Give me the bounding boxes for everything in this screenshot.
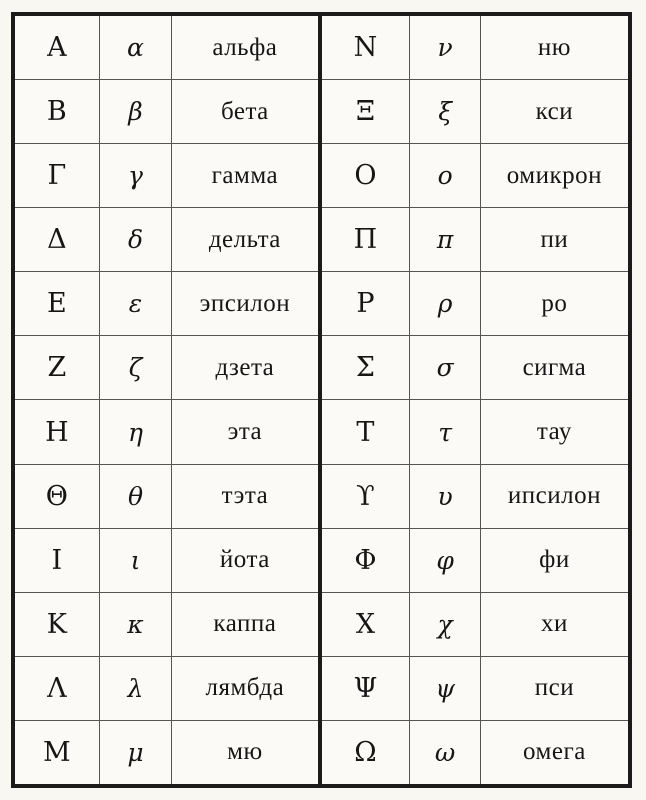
lowercase-letter: ω — [410, 721, 480, 784]
table-row — [322, 208, 629, 272]
table-row — [322, 16, 629, 80]
table-row — [322, 80, 629, 144]
uppercase-letter: Ψ — [322, 657, 411, 720]
lowercase-letter: ε — [100, 272, 173, 335]
table-column-left — [15, 16, 322, 784]
table-row — [322, 529, 629, 593]
uppercase-letter: Κ — [15, 593, 100, 656]
uppercase-letter: Τ — [322, 400, 411, 463]
letter-name: ро — [541, 289, 568, 317]
uppercase-letter: Φ — [322, 529, 411, 592]
table-row — [15, 657, 318, 721]
lowercase-letter: η — [100, 400, 173, 463]
uppercase-letter: Α — [15, 16, 100, 79]
lowercase-letter: ν — [410, 16, 480, 79]
uppercase-letter: Μ — [15, 721, 100, 784]
lowercase-letter: α — [100, 16, 173, 79]
uppercase-letter: Ζ — [15, 336, 100, 399]
letter-name: мю — [227, 738, 263, 766]
table-row — [322, 336, 629, 400]
lowercase-letter: υ — [410, 465, 480, 528]
uppercase-letter: Γ — [15, 144, 100, 207]
lowercase-letter: ι — [100, 529, 173, 592]
letter-name: эта — [227, 418, 263, 445]
lowercase-letter: ψ — [410, 657, 480, 720]
uppercase-letter: Σ — [322, 336, 411, 399]
uppercase-letter: Ω — [322, 721, 411, 784]
table-row — [15, 721, 318, 784]
table-row — [15, 400, 318, 464]
lowercase-letter: λ — [100, 657, 173, 720]
letter-name: ню — [537, 33, 571, 61]
letter-name: тэта — [221, 482, 269, 510]
table-row — [15, 16, 318, 80]
letter-name: омега — [523, 738, 586, 766]
lowercase-letter: γ — [100, 144, 173, 207]
letter-name: лямбда — [205, 674, 285, 702]
uppercase-letter: Π — [322, 208, 411, 271]
uppercase-letter: ϒ — [322, 465, 411, 528]
lowercase-letter: δ — [100, 208, 173, 271]
uppercase-letter: Λ — [15, 657, 100, 720]
table-row — [322, 144, 629, 208]
uppercase-letter: Ξ — [322, 80, 411, 143]
lowercase-letter: σ — [410, 336, 480, 399]
uppercase-letter: Ι — [15, 529, 100, 592]
letter-name: альфа — [212, 33, 278, 61]
letter-name: сигма — [522, 353, 587, 381]
letter-name: фи — [539, 546, 570, 574]
lowercase-letter: ρ — [410, 272, 480, 335]
letter-name: каппа — [213, 610, 277, 638]
letter-name: ипсилон — [507, 482, 601, 510]
lowercase-letter: τ — [410, 400, 480, 463]
table-row — [322, 272, 629, 336]
table-row — [15, 529, 318, 593]
letter-name: дзета — [215, 353, 275, 381]
table-row — [15, 593, 318, 657]
letter-name: гамма — [211, 161, 279, 189]
lowercase-letter: θ — [100, 465, 173, 528]
table-row — [15, 465, 318, 529]
lowercase-letter: ξ — [410, 80, 480, 143]
table-row — [322, 657, 629, 721]
greek-alphabet-table — [11, 12, 632, 788]
letter-name: йота — [219, 546, 270, 574]
lowercase-letter: χ — [410, 593, 480, 656]
letter-name: хи — [540, 610, 568, 638]
letter-name: эпсилон — [199, 289, 291, 317]
lowercase-letter: κ — [100, 593, 173, 656]
uppercase-letter: Ν — [322, 16, 411, 79]
lowercase-letter: φ — [410, 529, 480, 592]
table-row — [15, 272, 318, 336]
uppercase-letter: Β — [15, 80, 100, 143]
uppercase-letter: Θ — [15, 465, 100, 528]
lowercase-letter: ζ — [100, 336, 173, 399]
uppercase-letter: Δ — [15, 208, 100, 271]
table-column-right — [322, 16, 629, 784]
table-row — [322, 465, 629, 529]
uppercase-letter: Ο — [322, 144, 411, 207]
table-row — [322, 593, 629, 657]
lowercase-letter: μ — [100, 721, 173, 784]
letter-name: пси — [534, 674, 575, 702]
letter-name: кси — [535, 97, 574, 125]
uppercase-letter: Ε — [15, 272, 100, 335]
letter-name: пи — [540, 225, 569, 253]
table-row — [15, 208, 318, 272]
letter-name: бета — [220, 97, 269, 125]
lowercase-letter: β — [100, 80, 173, 143]
uppercase-letter: Χ — [322, 593, 411, 656]
lowercase-letter: π — [410, 208, 480, 271]
table-row — [15, 336, 318, 400]
lowercase-letter: ο — [410, 144, 480, 207]
letter-name: дельта — [208, 225, 281, 253]
uppercase-letter: Ρ — [322, 272, 411, 335]
table-row — [322, 721, 629, 784]
table-row — [15, 80, 318, 144]
letter-name: тау — [536, 418, 572, 445]
letter-name: омикрон — [506, 161, 603, 189]
uppercase-letter: Η — [15, 400, 100, 463]
table-row — [15, 144, 318, 208]
table-row — [322, 400, 629, 464]
